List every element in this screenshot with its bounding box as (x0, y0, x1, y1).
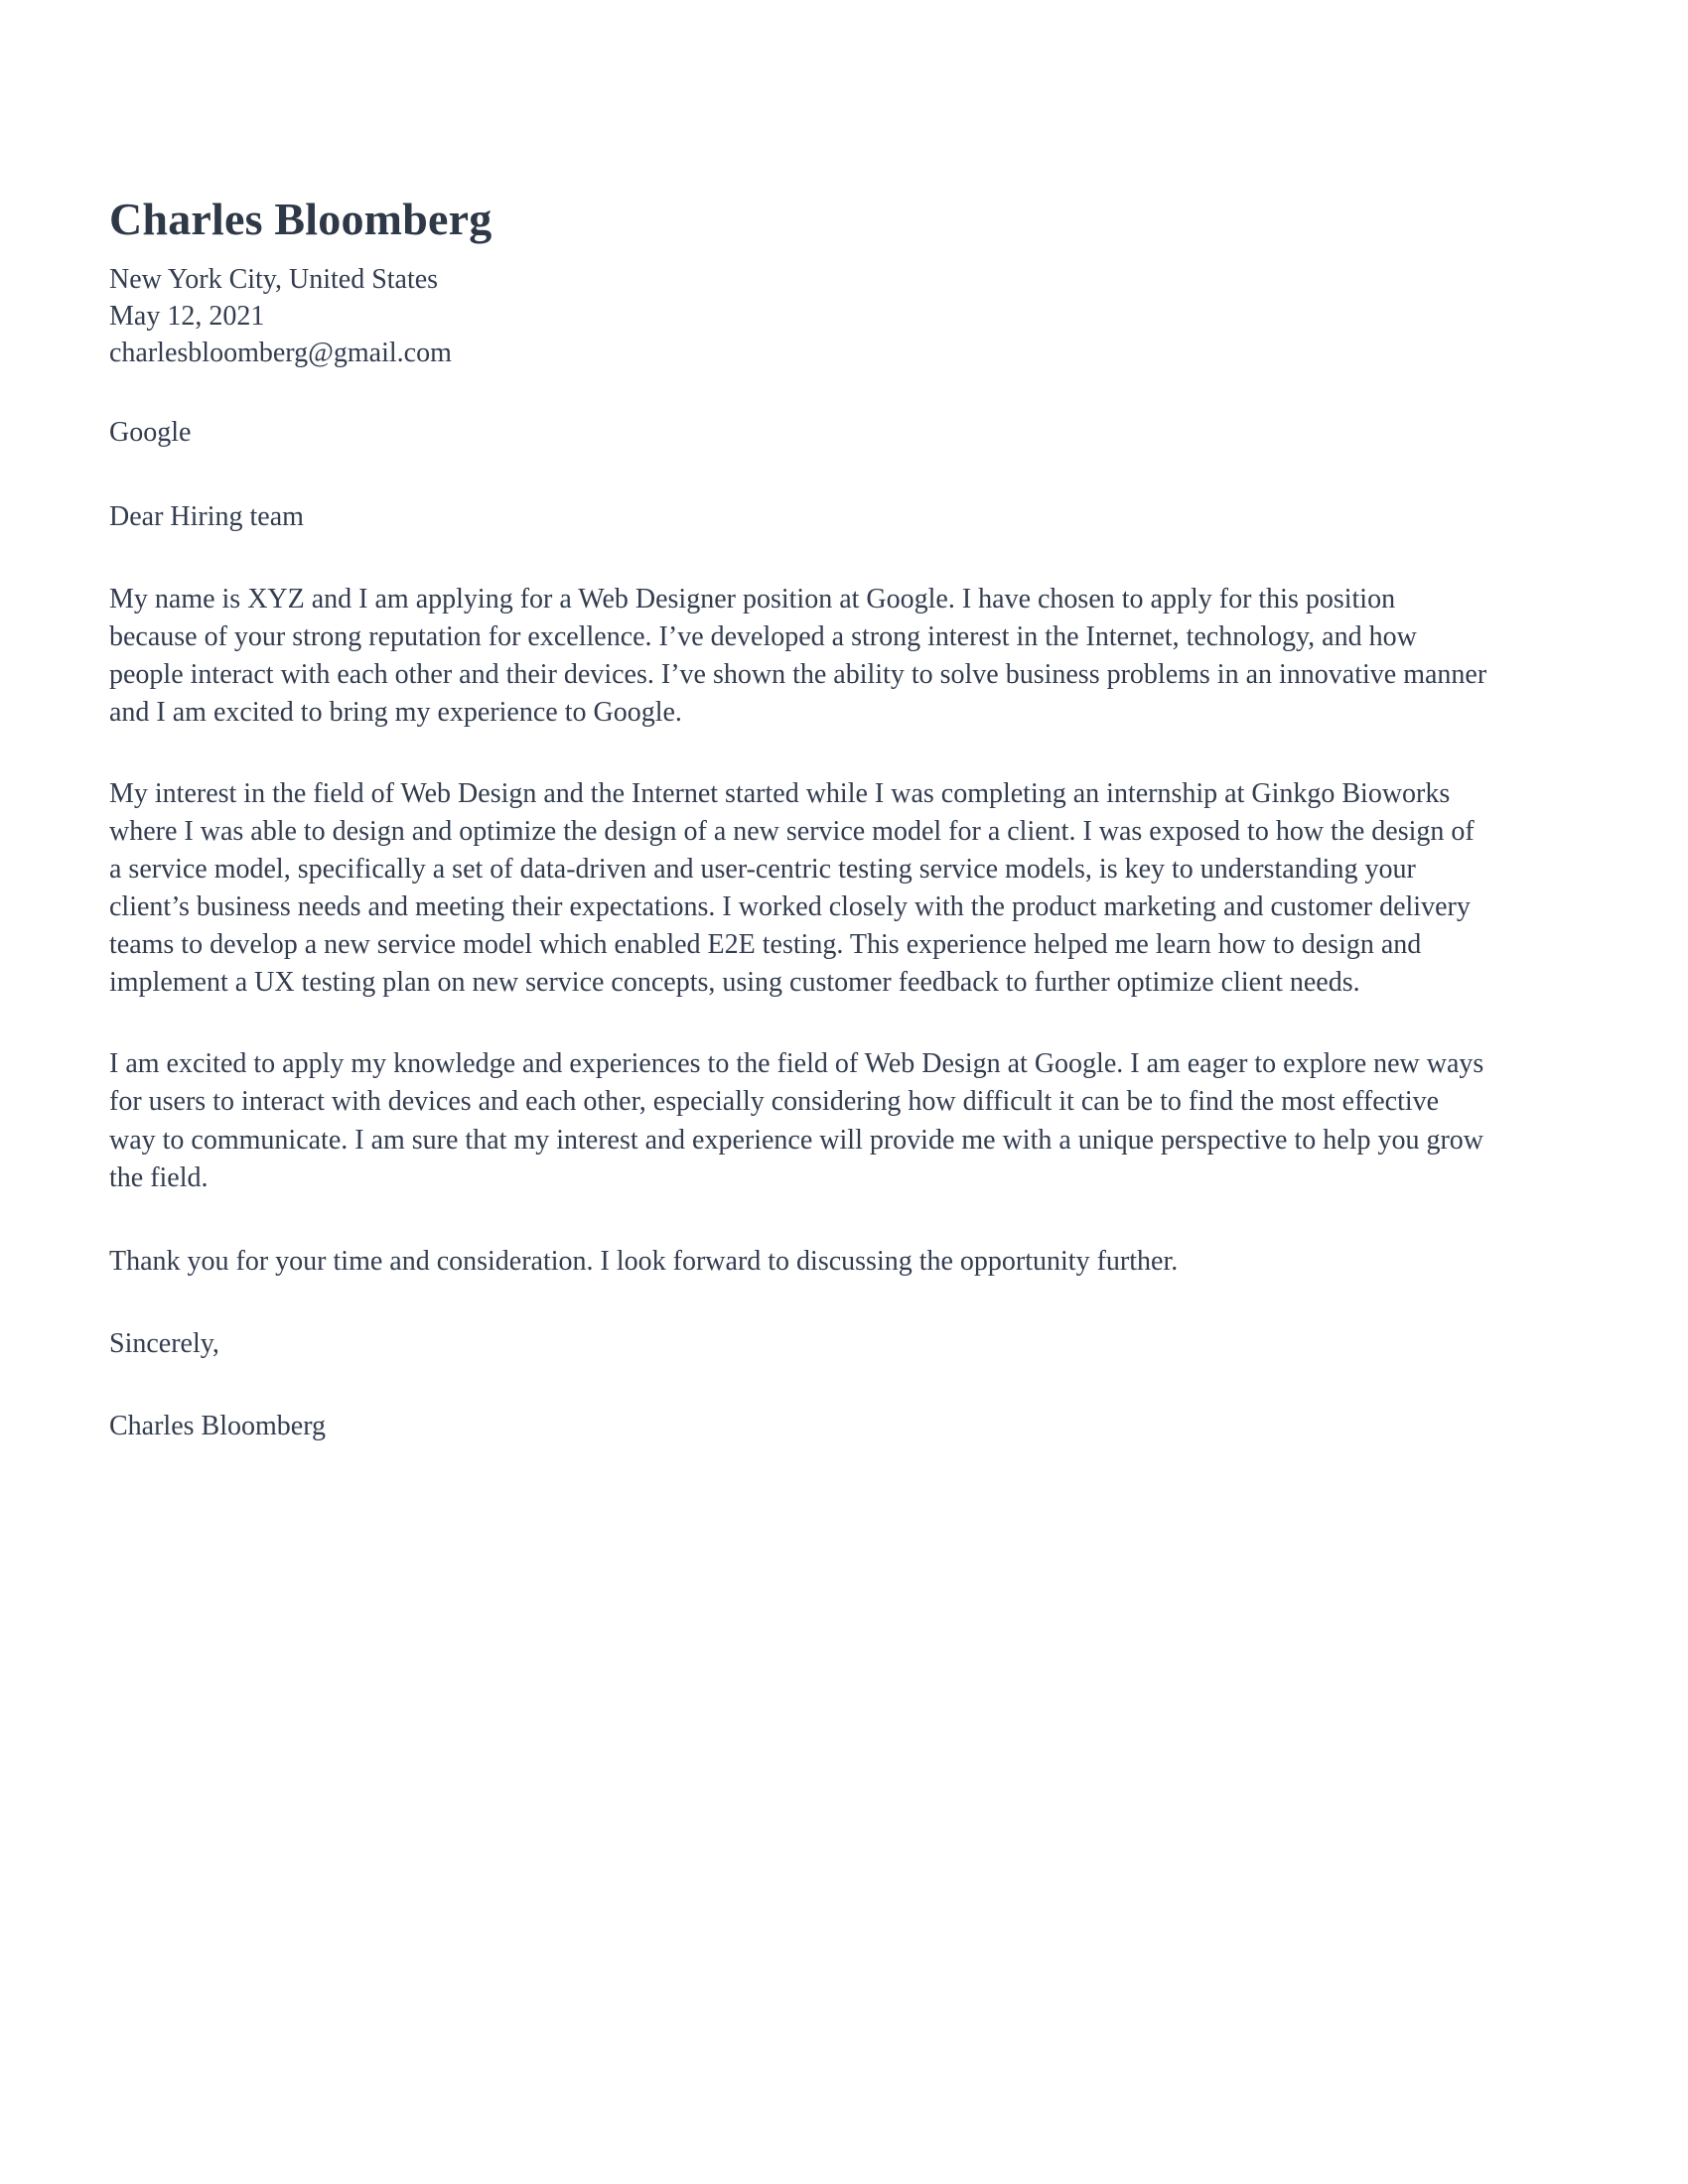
salutation: Dear Hiring team (109, 501, 304, 533)
body-paragraph-1: My name is XYZ and I am applying for a Web Designer position at Google. I have chosen to apply for this position because of your strong reputation for excellence. I’ve developed a strong interest in the Internet, technology, and how people interact with each other and their devices. I’ve shown the ability to solve business problems in an innovative manner and I am excited to bring my experience to Google. (109, 583, 1487, 728)
contact-location: New York City, United States (109, 263, 439, 295)
letter-body (109, 194, 1489, 1445)
closing-thank-you: Thank you for your time and consideration. I look forward to discussing the opportunity further. (109, 1245, 1179, 1277)
closing-signoff: Sincerely, (109, 1327, 219, 1359)
signature-name: Charles Bloomberg (109, 1411, 327, 1442)
contact-date: May 12, 2021 (109, 300, 265, 332)
body-paragraph-3: I am excited to apply my knowledge and experiences to the field of Web Design at Google. I am eager to explore new ways for users to interact with devices and each other, especially considering how difficult it can be to find the most effective way to communicate. I am sure that my interest and experience will provide me with a unique perspective to help you grow the field. (109, 1048, 1484, 1193)
body-paragraph-2: My interest in the field of Web Design and the Internet started while I was completing an internship at Ginkgo Bioworks where I was able to design and optimize the design of a new service model for a client. I was exposed to how the design of a service model, specifically a set of data-driven and user-centric testing service models, is key to understanding your client’s business needs and meeting their expectations. I worked closely with the product marketing and customer delivery teams to develop a new service model which enabled E2E testing. This experience helped me learn how to design and implement a UX testing plan on new service concepts, using customer feedback to further optimize client needs. (109, 777, 1475, 999)
page-title: Charles Bloomberg (109, 194, 492, 244)
contact-block (109, 261, 1489, 372)
recipient-company: Google (109, 417, 192, 449)
contact-email: charlesbloomberg@gmail.com (109, 337, 452, 368)
